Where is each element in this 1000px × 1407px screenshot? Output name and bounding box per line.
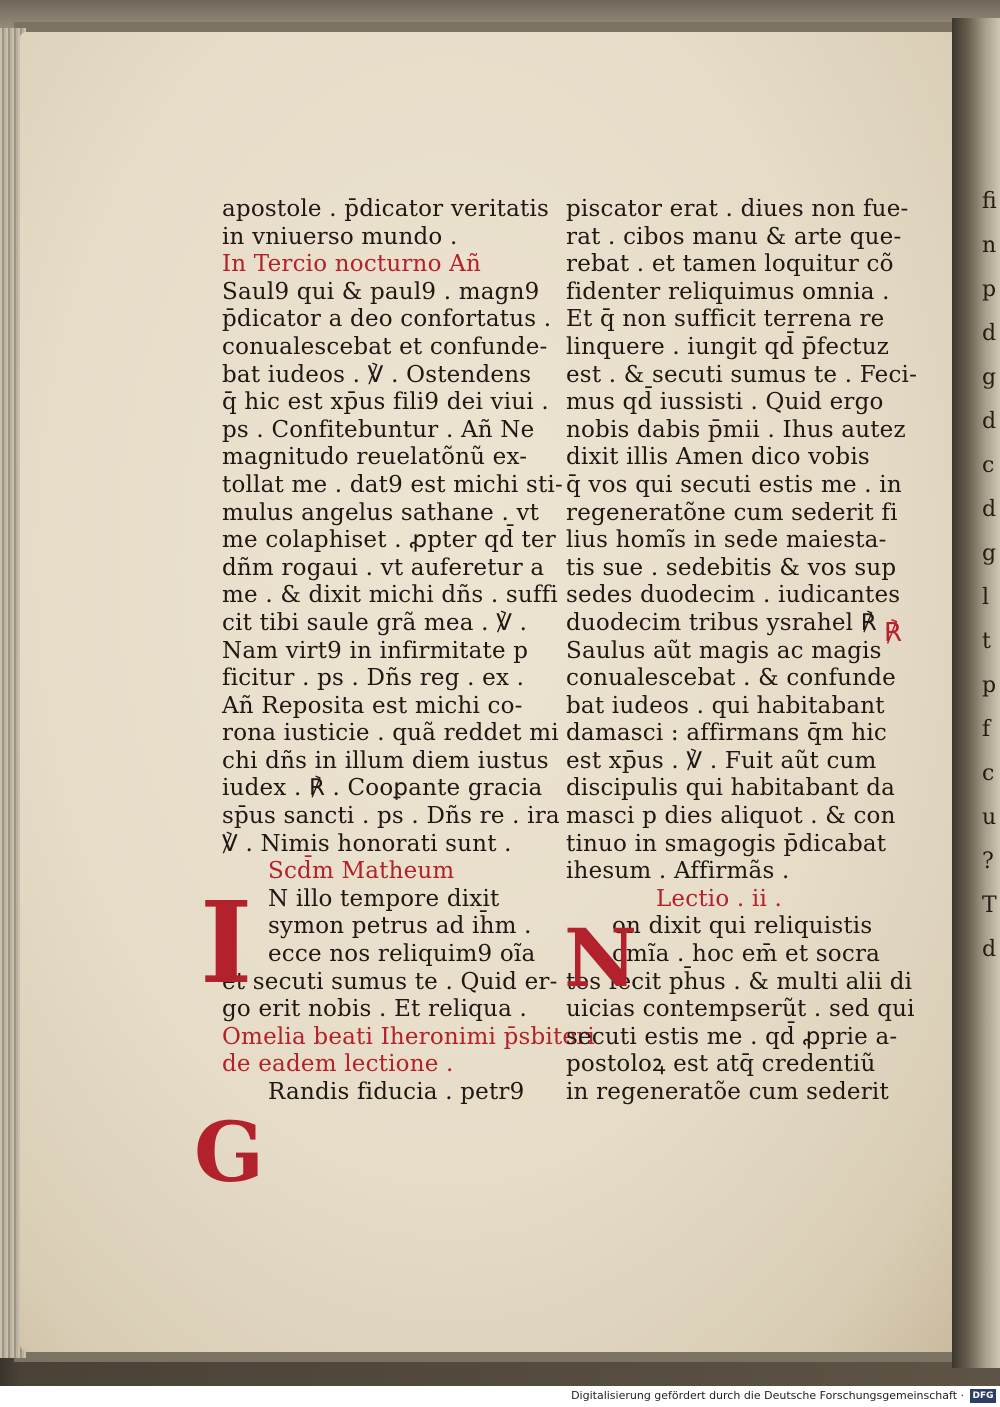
text-line: sp̄us sancti . ps . Dñs re . ira	[222, 803, 560, 830]
text-line: ℣ . Nimis honorati sunt .	[222, 830, 512, 857]
text-line: N illo tempore dixit	[268, 885, 500, 912]
text-line: est . & secuti sumus te . Feci-	[566, 361, 918, 388]
text-line: me . & dixit michi dñs . suffi	[222, 582, 558, 609]
rubricated-initial-n: N	[564, 911, 638, 1005]
dfg-logo: DFG	[970, 1389, 996, 1403]
text-line: conualescebat et confunde-	[222, 333, 548, 360]
text-line: q̄ hic est xp̄us fili9 dei viui .	[222, 389, 549, 416]
text-line: duodecim tribus ysrahel ℟ .	[566, 609, 892, 636]
text-line: p̄dicator a deo confortatus .	[222, 306, 552, 333]
rubricated-initial-i: I	[200, 878, 253, 1009]
text-line: apostole . p̄dicator veritatis	[222, 196, 549, 222]
text-line: omĩa . hoc em̄ et socra	[612, 941, 881, 968]
text-line: magnitudo reuelatõnũ ex-	[222, 444, 528, 471]
text-line: mus qd̄ iussisti . Quid ergo	[566, 389, 884, 416]
text-line: est xp̄us . ℣ . Fuit aũt cum	[566, 747, 877, 774]
text-line: cit tibi saule grã mea . ℣ .	[222, 609, 528, 636]
text-line: Saul9 qui & paul9 . magn9	[222, 278, 540, 305]
text-line: Randis fiducia . petr9	[268, 1079, 525, 1105]
text-line: linquere . iungit qd̄ p̄fectuz	[566, 333, 890, 360]
text-line: ecce nos reliquim9 oĩa	[268, 941, 536, 968]
text-line: et secuti sumus te . Quid er-	[222, 968, 558, 995]
text-line: symon petrus ad ih̄m .	[268, 913, 532, 940]
text-line: chi dñs in illum diem iustus	[222, 747, 549, 774]
text-line: secuti estis me . qd̄ ꝓprie a-	[566, 1023, 898, 1050]
text-line: Añ Reposita est michi co-	[222, 692, 523, 719]
text-line: in vniuerso mundo .	[222, 223, 458, 250]
text-line: me colaphiset . ꝓpter qd̄ ter	[222, 527, 556, 554]
text-line: ihesum . Affirmãs .	[566, 858, 790, 885]
text-line: bat iudeos . qui habitabant	[566, 692, 885, 719]
text-line: Nam virt9 in infirmitate p	[222, 637, 529, 664]
left-text-column	[222, 196, 595, 1107]
text-line: masci p dies aliquot . & con	[566, 803, 896, 830]
text-line: dixit illis Amen dico vobis	[566, 444, 870, 471]
text-line: Lectio . ii .	[655, 885, 783, 912]
text-line: rebat . et tamen loquitur cõ	[566, 251, 894, 278]
text-line: iudex . ℟ . Cooꝑante gracia	[222, 775, 543, 802]
text-line: conualescebat . & confunde	[566, 665, 896, 692]
text-line: tis sue . sedebitis & vos sup	[566, 554, 897, 581]
text-line: sedes duodecim . iudicantes	[566, 582, 901, 609]
text-line: Saulus aũt magis ac magis	[566, 637, 882, 664]
credit-footer	[0, 1386, 1000, 1407]
text-line: mulus angelus sathane . vt	[222, 499, 540, 526]
text-line: Et q̄ non sufficit terrena re	[566, 306, 885, 333]
text-line: rona iusticie . quã reddet mi	[222, 720, 559, 747]
text-line: In Tercio nocturno Añ	[222, 251, 481, 278]
text-line: tes fecit ph̄us . & multi alii di	[566, 968, 913, 995]
text-line: ficitur . ps . Dñs reg . ex .	[222, 665, 525, 692]
text-line: regeneratõne cum sederit fi	[566, 499, 898, 526]
text-line: go erit nobis . Et reliqua .	[222, 996, 528, 1023]
text-line: fidenter reliquimus omnia .	[566, 278, 890, 305]
text-line: lius homĩs in sede maiesta-	[566, 527, 887, 554]
text-line: postoloꝝ est atq̄ credentiũ	[566, 1051, 876, 1078]
text-line: Omelia beati Iheronimi p̄sbiteri	[222, 1023, 595, 1050]
text-line: damasci : affirmans q̄m hic	[566, 720, 888, 747]
margin-rubric-mark: ℟	[884, 618, 902, 648]
text-line: nobis dabis p̄mii . Ihus autez	[566, 416, 906, 443]
funding-credit: Digitalisierung gefördert durch die Deutsche Forschungsgemeinschaft ·	[571, 1389, 964, 1402]
text-line: discipulis qui habitabant da	[566, 775, 896, 802]
facing-page-fragment: fi n p d g d c d g l t p f c u ? T d	[982, 189, 997, 962]
text-line: Scd̄m Matheum	[268, 858, 455, 885]
text-line: q̄ vos qui secuti estis me . in	[566, 471, 902, 498]
text-line: bat iudeos . ℣ . Ostendens	[222, 361, 532, 388]
text-line: in regeneratõe cum sederit	[566, 1079, 889, 1105]
text-line: piscator erat . diues non fue-	[566, 196, 909, 222]
text-line: de eadem lectione .	[222, 1051, 454, 1078]
text-line: rat . cibos manu & arte que-	[566, 223, 902, 250]
text-line: dñm rogaui . vt auferetur a	[222, 554, 545, 581]
rubricated-initial-g: G	[194, 1105, 265, 1201]
text-line: ps . Confitebuntur . Añ Ne	[222, 416, 535, 443]
text-line: tinuo in smagogis p̄dicabat	[566, 830, 887, 857]
text-line: uicias contempserũt . sed qui	[566, 996, 915, 1023]
text-line: tollat me . dat9 est michi sti-	[222, 471, 563, 498]
text-line: on dixit qui reliquistis	[612, 913, 873, 940]
